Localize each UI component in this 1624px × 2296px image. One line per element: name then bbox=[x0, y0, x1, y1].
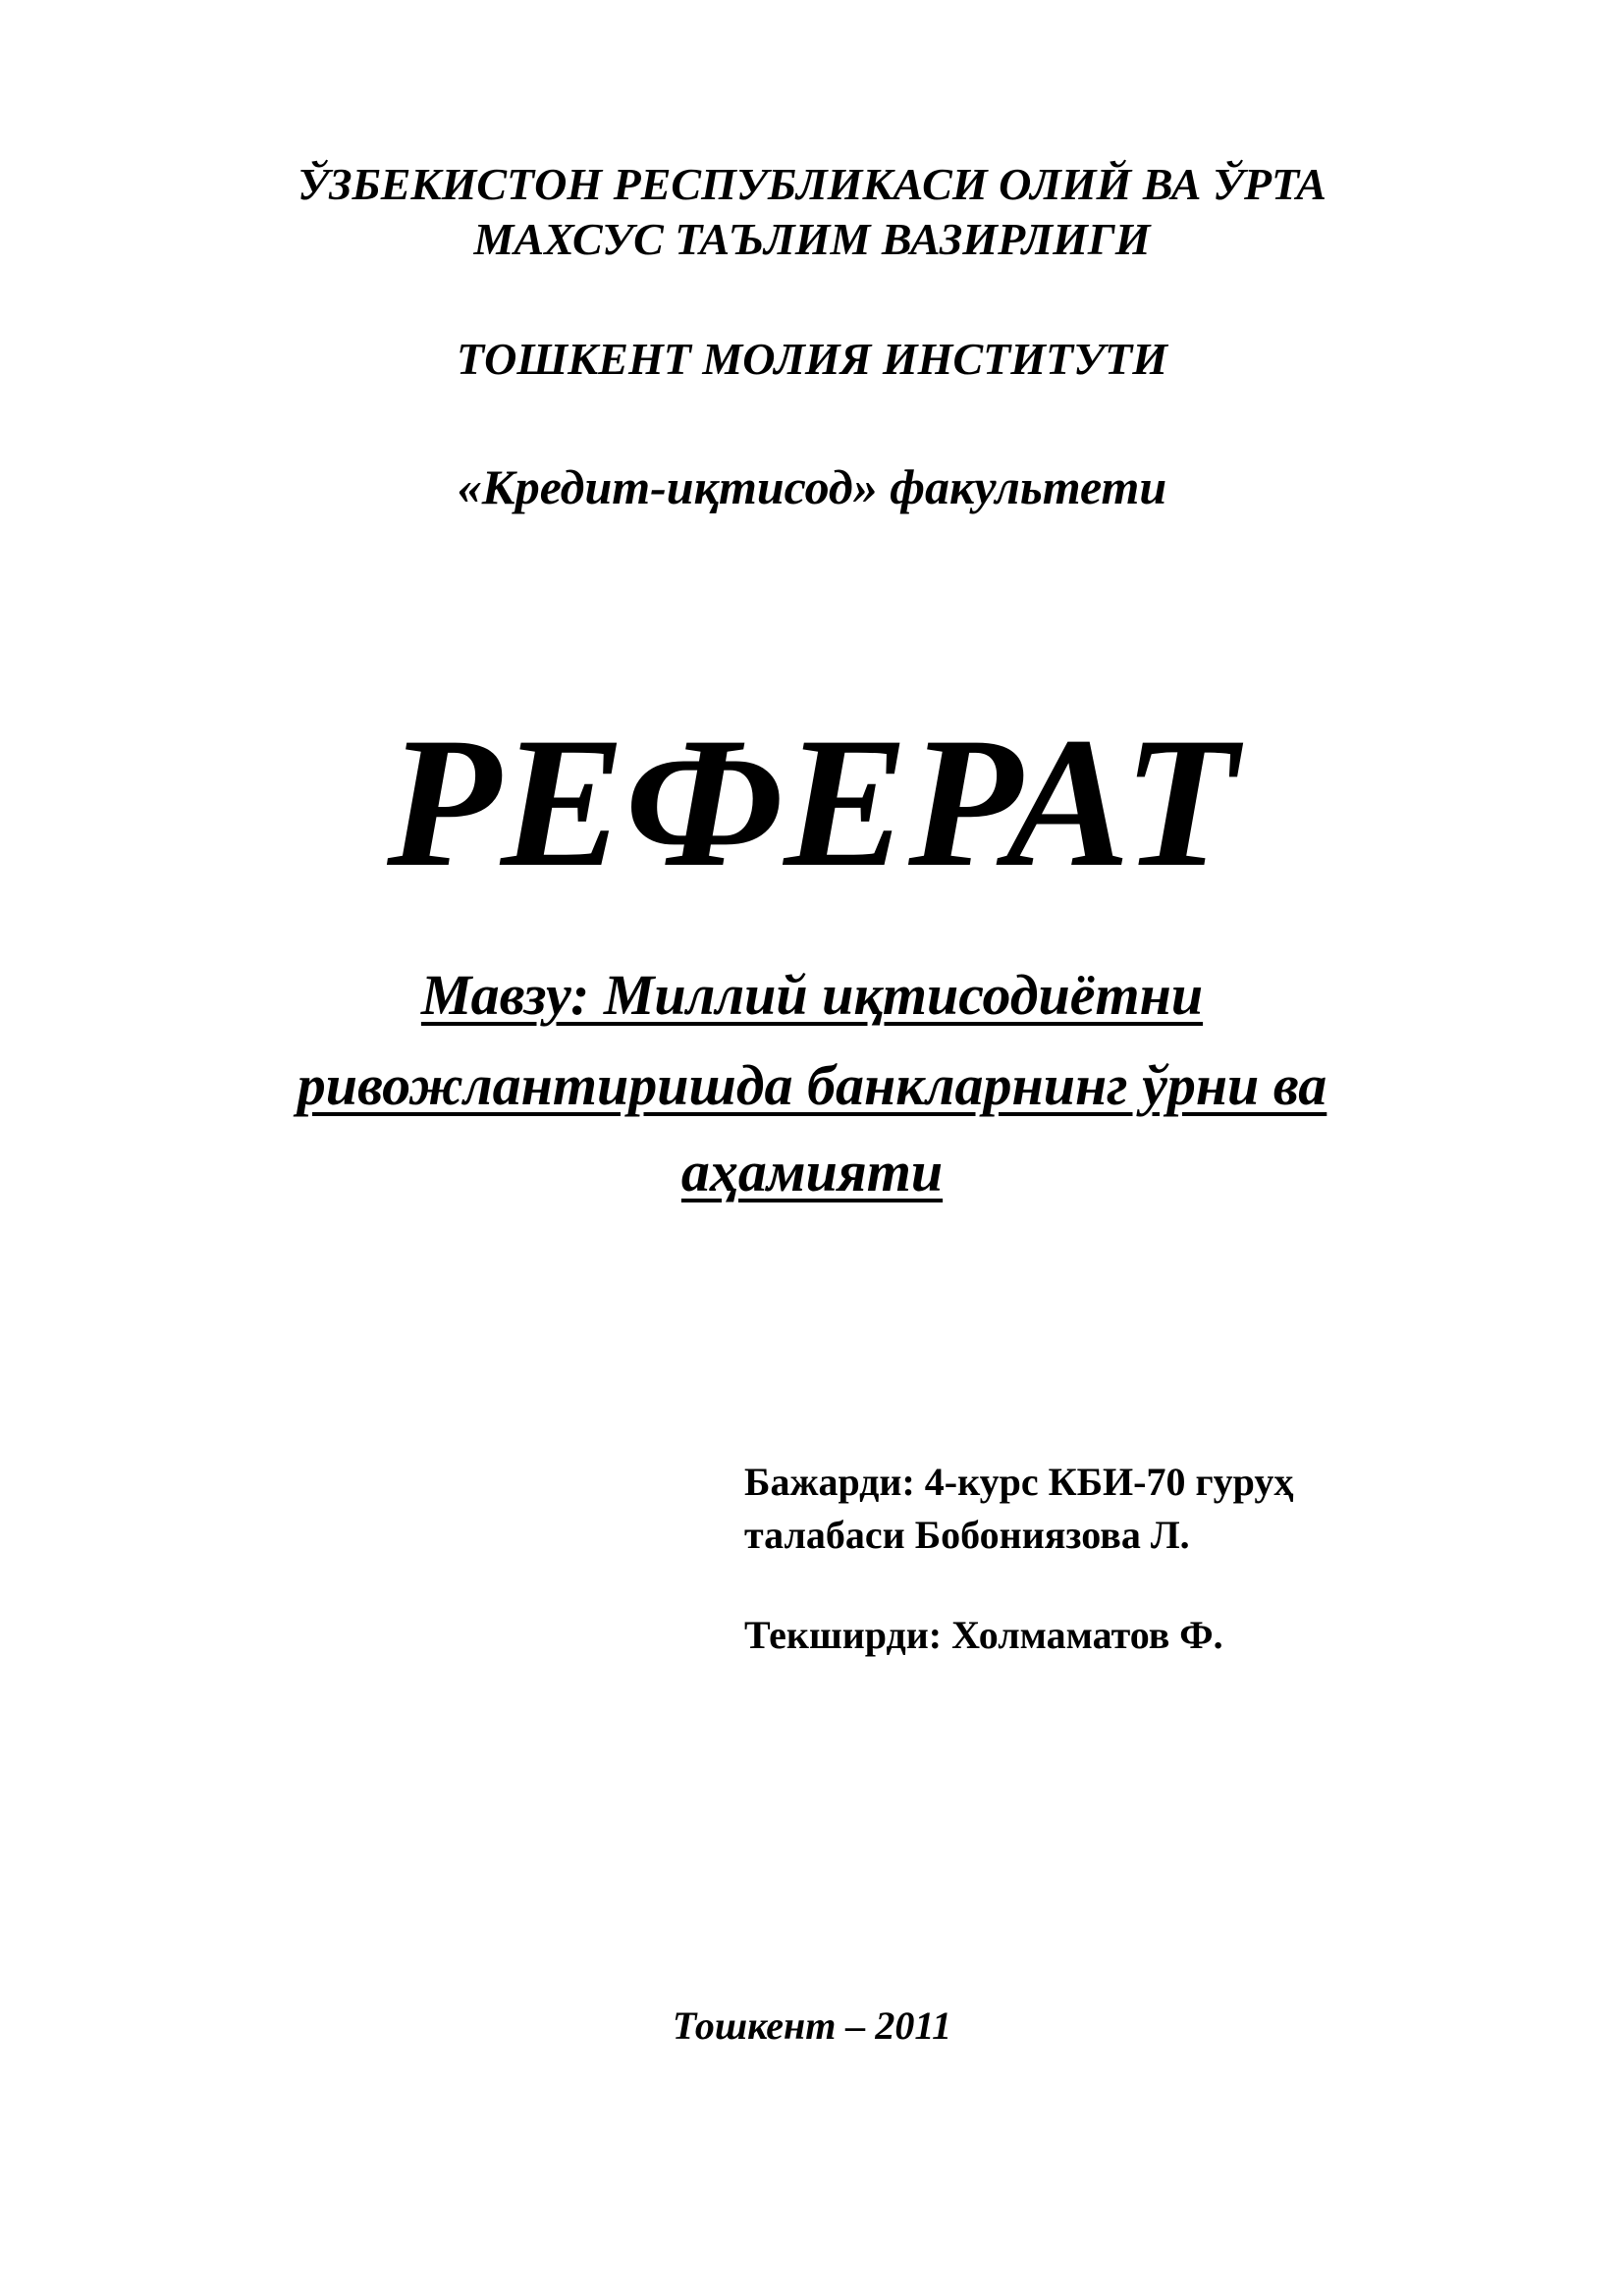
city-year: Тошкент – 2011 bbox=[672, 2003, 952, 2048]
performed-by-line-1: Бажарди: 4-курс КБИ-70 гуруҳ bbox=[744, 1460, 1294, 1504]
checked-by: Текширди: Холмаматов Ф. bbox=[744, 1613, 1223, 1657]
ministry-line-2: МАХСУС ТАЪЛИМ ВАЗИРЛИГИ bbox=[473, 214, 1151, 264]
faculty-name: «Кредит-иқтисод» факультети bbox=[457, 459, 1167, 514]
document-title: РЕФЕРАТ bbox=[387, 700, 1237, 906]
institute-name: ТОШКЕНТ МОЛИЯ ИНСТИТУТИ bbox=[457, 334, 1167, 384]
topic-line-1: Мавзу: Миллий иқтисодиётни bbox=[420, 963, 1204, 1027]
topic-line-2: ривожлантиришда банкларнинг ўрни ва bbox=[297, 1053, 1327, 1117]
performed-by-line-2: талабаси Бобониязова Л. bbox=[744, 1513, 1190, 1557]
ministry-line-1: ЎЗБЕКИСТОН РЕСПУБЛИКАСИ ОЛИЙ ВА ЎРТА bbox=[298, 159, 1326, 209]
topic-line-3: аҳамияти bbox=[680, 1140, 944, 1203]
